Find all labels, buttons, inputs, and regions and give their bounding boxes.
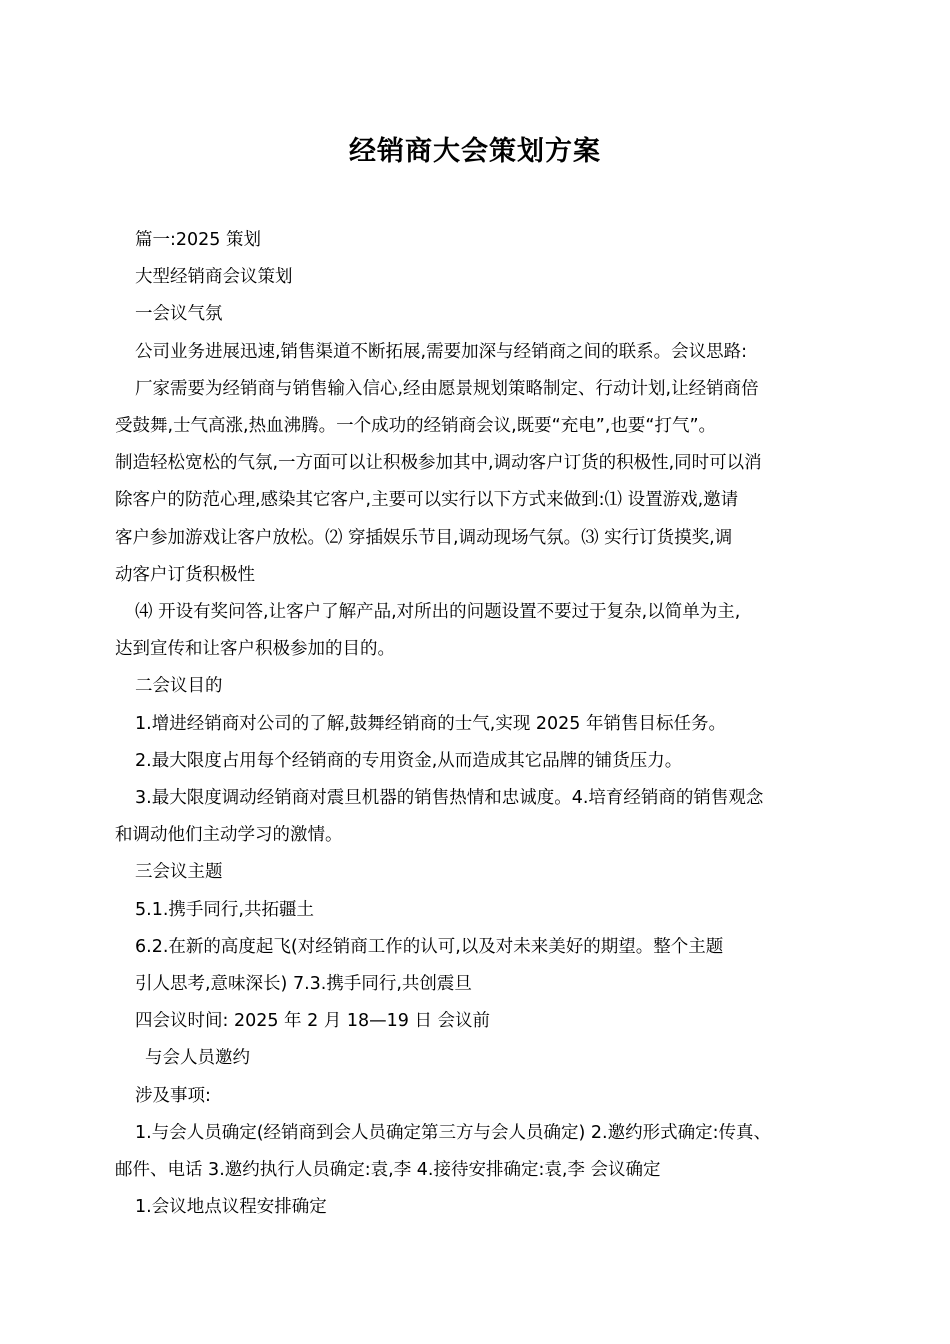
list-item: 6.2.在新的高度起飞(对经销商工作的认可,以及对未来美好的期望。整个主题 (135, 936, 724, 957)
paragraph-line: 受鼓舞,士气高涨,热血沸腾。一个成功的经销商会议,既要“充电”,也要“打气”。 (115, 416, 717, 437)
paragraph-line: 动客户订货积极性 (115, 564, 255, 585)
list-item: 2.最大限度占用每个经销商的专用资金,从而造成其它品牌的铺货压力。 (135, 750, 683, 771)
paragraph-line: 厂家需要为经销商与销售输入信心,经由愿景规划策略制定、行动计划,让经销商倍 (135, 378, 759, 399)
section-heading: 一会议气氛 (135, 304, 223, 325)
subsection-heading: 与会人员邀约 (145, 1048, 250, 1069)
list-item: 5.1.携手同行,共拓疆土 (135, 899, 314, 920)
paragraph-line: 涉及事项: (135, 1085, 211, 1106)
paragraph-line: 除客户的防范心理,感染其它客户,主要可以实行以下方式来做到:⑴ 设置游戏,邀请 (115, 490, 739, 511)
paragraph-line: 邮件、电话 3.邀约执行人员确定:袁,李 4.接待安排确定:袁,李 会议确定 (115, 1160, 661, 1181)
paragraph-line: 达到宣传和让客户积极参加的目的。 (115, 639, 395, 660)
paragraph-line: 引人思考,意味深长) 7.3.携手同行,共创震旦 (135, 974, 472, 995)
list-item: 1.与会人员确定(经销商到会人员确定第三方与会人员确定) 2.邀约形式确定:传真、 (135, 1122, 772, 1143)
section-heading: 四会议时间: 2025 年 2 月 18—19 日 会议前 (135, 1011, 491, 1032)
paragraph-line: ⑷ 开设有奖问答,让客户了解产品,对所出的问题设置不要过于复杂,以简单为主, (135, 602, 741, 623)
section-heading: 二会议目的 (135, 676, 223, 697)
list-item: 1.会议地点议程安排确定 (135, 1197, 327, 1218)
list-item: 1.增进经销商对公司的了解,鼓舞经销商的士气,实现 2025 年销售目标任务。 (135, 713, 726, 734)
section-label: 篇一:2025 策划 (135, 230, 261, 250)
subtitle: 大型经销商会议策划 (135, 267, 293, 288)
document-body (115, 222, 850, 1226)
document-title: 经销商大会策划方案 (349, 136, 601, 167)
paragraph-line: 公司业务进展迅速,销售渠道不断拓展,需要加深与经销商之间的联系。会议思路: (135, 341, 748, 362)
section-heading: 三会议主题 (135, 862, 223, 883)
paragraph-line: 客户参加游戏让客户放松。⑵ 穿插娱乐节目,调动现场气氛。⑶ 实行订货摸奖,调 (115, 527, 733, 548)
paragraph-line: 和调动他们主动学习的激情。 (115, 825, 343, 846)
list-item: 3.最大限度调动经销商对震旦机器的销售热情和忠诚度。4.培育经销商的销售观念 (135, 788, 764, 809)
paragraph-line: 制造轻松宽松的气氛,一方面可以让积极参加其中,调动客户订货的积极性,同时可以消 (115, 453, 762, 474)
